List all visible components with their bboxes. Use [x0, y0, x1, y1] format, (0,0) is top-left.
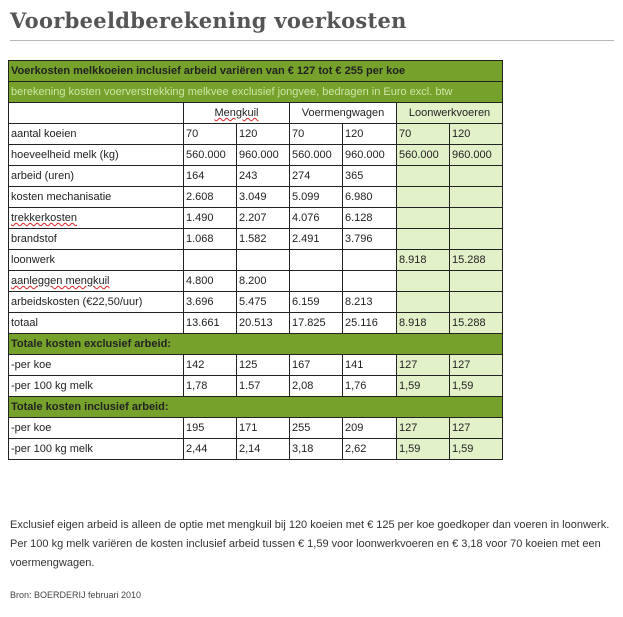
- value-cell: 8.918: [397, 313, 450, 334]
- section-heading: Totale kosten inclusief arbeid:: [9, 397, 503, 418]
- value-cell: [290, 250, 343, 271]
- value-cell: 1.582: [237, 229, 290, 250]
- value-cell: [397, 271, 450, 292]
- value-cell: [397, 166, 450, 187]
- value-cell: [450, 166, 503, 187]
- row-label: hoeveelheid melk (kg): [9, 145, 184, 166]
- explanation-note: Exclusief eigen arbeid is alleen de optie met mengkuil bij 120 koeien met € 125 per koe goedkoper dan voeren in loonwerk. Per 100 kg melk variëren de kosten inclusief arbeid tussen € 1,59 voor loonwerkvoeren en € 3,18 voor 70 koeien met een voermengwagen.: [10, 519, 610, 569]
- value-cell: 4.076: [290, 208, 343, 229]
- value-cell: [343, 271, 397, 292]
- value-cell: [397, 292, 450, 313]
- value-cell: 8.213: [343, 292, 397, 313]
- table-row: [9, 145, 503, 166]
- corner-cell: [9, 103, 184, 124]
- value-cell: 5.099: [290, 187, 343, 208]
- value-cell: 3,18: [290, 439, 343, 460]
- value-cell: 1,59: [397, 376, 450, 397]
- value-cell: 2.207: [237, 208, 290, 229]
- value-cell: 560.000: [397, 145, 450, 166]
- value-cell: 5.475: [237, 292, 290, 313]
- row-label: -per koe: [9, 355, 184, 376]
- row-label: arbeidskosten (€22,50/uur): [9, 292, 184, 313]
- value-cell: [450, 292, 503, 313]
- value-cell: 142: [184, 355, 237, 376]
- table-row: [9, 355, 503, 376]
- table-row: [9, 187, 503, 208]
- row-label: trekkerkosten: [9, 208, 184, 229]
- value-cell: 960.000: [343, 145, 397, 166]
- value-cell: 70: [184, 124, 237, 145]
- value-cell: 2,08: [290, 376, 343, 397]
- value-cell: 1,59: [450, 439, 503, 460]
- value-cell: 1,59: [397, 439, 450, 460]
- value-cell: [290, 271, 343, 292]
- value-cell: [450, 271, 503, 292]
- section-heading: Totale kosten exclusief arbeid:: [9, 334, 503, 355]
- value-cell: 120: [450, 124, 503, 145]
- value-cell: 167: [290, 355, 343, 376]
- value-cell: 20.513: [237, 313, 290, 334]
- value-cell: 1,59: [450, 376, 503, 397]
- value-cell: 127: [397, 418, 450, 439]
- col-group-loonwerkvoeren: Loonwerkvoeren: [397, 103, 503, 124]
- row-label: -per 100 kg melk: [9, 376, 184, 397]
- value-cell: 6.159: [290, 292, 343, 313]
- table-row: [9, 313, 503, 334]
- value-cell: 2,44: [184, 439, 237, 460]
- value-cell: 141: [343, 355, 397, 376]
- value-cell: [237, 250, 290, 271]
- table-subheading: berekening kosten voerverstrekking melkvee exclusief jongvee, bedragen in Euro excl. btw: [9, 82, 503, 103]
- value-cell: 17.825: [290, 313, 343, 334]
- value-cell: 3.696: [184, 292, 237, 313]
- cost-table: [8, 60, 503, 460]
- value-cell: 3.049: [237, 187, 290, 208]
- value-cell: [184, 250, 237, 271]
- value-cell: 560.000: [184, 145, 237, 166]
- table-row: [9, 376, 503, 397]
- value-cell: 70: [290, 124, 343, 145]
- value-cell: 127: [450, 418, 503, 439]
- value-cell: 127: [450, 355, 503, 376]
- value-cell: [450, 208, 503, 229]
- value-cell: 1,76: [343, 376, 397, 397]
- title-divider: [10, 40, 614, 41]
- value-cell: 243: [237, 166, 290, 187]
- row-label: loonwerk: [9, 250, 184, 271]
- table-row: [9, 208, 503, 229]
- table-row: [9, 439, 503, 460]
- value-cell: 15.288: [450, 313, 503, 334]
- value-cell: 1.068: [184, 229, 237, 250]
- value-cell: 1,78: [184, 376, 237, 397]
- value-cell: 8.200: [237, 271, 290, 292]
- value-cell: 3.796: [343, 229, 397, 250]
- value-cell: 13.661: [184, 313, 237, 334]
- value-cell: 127: [397, 355, 450, 376]
- table-row: [9, 166, 503, 187]
- value-cell: 120: [237, 124, 290, 145]
- value-cell: [450, 229, 503, 250]
- value-cell: 209: [343, 418, 397, 439]
- row-label: kosten mechanisatie: [9, 187, 184, 208]
- value-cell: [397, 208, 450, 229]
- value-cell: 255: [290, 418, 343, 439]
- table-row: [9, 229, 503, 250]
- value-cell: 2.608: [184, 187, 237, 208]
- value-cell: 195: [184, 418, 237, 439]
- table-heading: Voerkosten melkkoeien inclusief arbeid variëren van € 127 tot € 255 per koe: [9, 61, 503, 82]
- value-cell: 1.490: [184, 208, 237, 229]
- table-row: [9, 271, 503, 292]
- value-cell: 560.000: [290, 145, 343, 166]
- value-cell: 164: [184, 166, 237, 187]
- value-cell: 171: [237, 418, 290, 439]
- value-cell: 4.800: [184, 271, 237, 292]
- value-cell: 15.288: [450, 250, 503, 271]
- section-row: [9, 334, 503, 355]
- value-cell: 70: [397, 124, 450, 145]
- table-row: [9, 250, 503, 271]
- col-group-mengkuil: Mengkuil: [184, 103, 290, 124]
- table-row: [9, 124, 503, 145]
- value-cell: 960.000: [237, 145, 290, 166]
- row-label: -per koe: [9, 418, 184, 439]
- source-line: Bron: BOERDERIJ februari 2010: [10, 590, 142, 600]
- value-cell: 2.491: [290, 229, 343, 250]
- row-label: aanleggen mengkuil: [9, 271, 184, 292]
- table-row: [9, 418, 503, 439]
- value-cell: 960.000: [450, 145, 503, 166]
- value-cell: 120: [343, 124, 397, 145]
- value-cell: [397, 229, 450, 250]
- value-cell: 1.57: [237, 376, 290, 397]
- row-label: -per 100 kg melk: [9, 439, 184, 460]
- value-cell: 6.128: [343, 208, 397, 229]
- value-cell: [343, 250, 397, 271]
- col-group-voermengwagen: Voermengwagen: [290, 103, 397, 124]
- value-cell: 365: [343, 166, 397, 187]
- row-label: totaal: [9, 313, 184, 334]
- section-row: [9, 397, 503, 418]
- row-label: brandstof: [9, 229, 184, 250]
- value-cell: [450, 187, 503, 208]
- value-cell: 8.918: [397, 250, 450, 271]
- table-row: [9, 292, 503, 313]
- value-cell: 2,62: [343, 439, 397, 460]
- value-cell: [397, 187, 450, 208]
- value-cell: 25.116: [343, 313, 397, 334]
- value-cell: 6.980: [343, 187, 397, 208]
- row-label: aantal koeien: [9, 124, 184, 145]
- value-cell: 2,14: [237, 439, 290, 460]
- value-cell: 274: [290, 166, 343, 187]
- value-cell: 125: [237, 355, 290, 376]
- page-title: Voorbeeldberekening voerkosten: [10, 8, 407, 33]
- row-label: arbeid (uren): [9, 166, 184, 187]
